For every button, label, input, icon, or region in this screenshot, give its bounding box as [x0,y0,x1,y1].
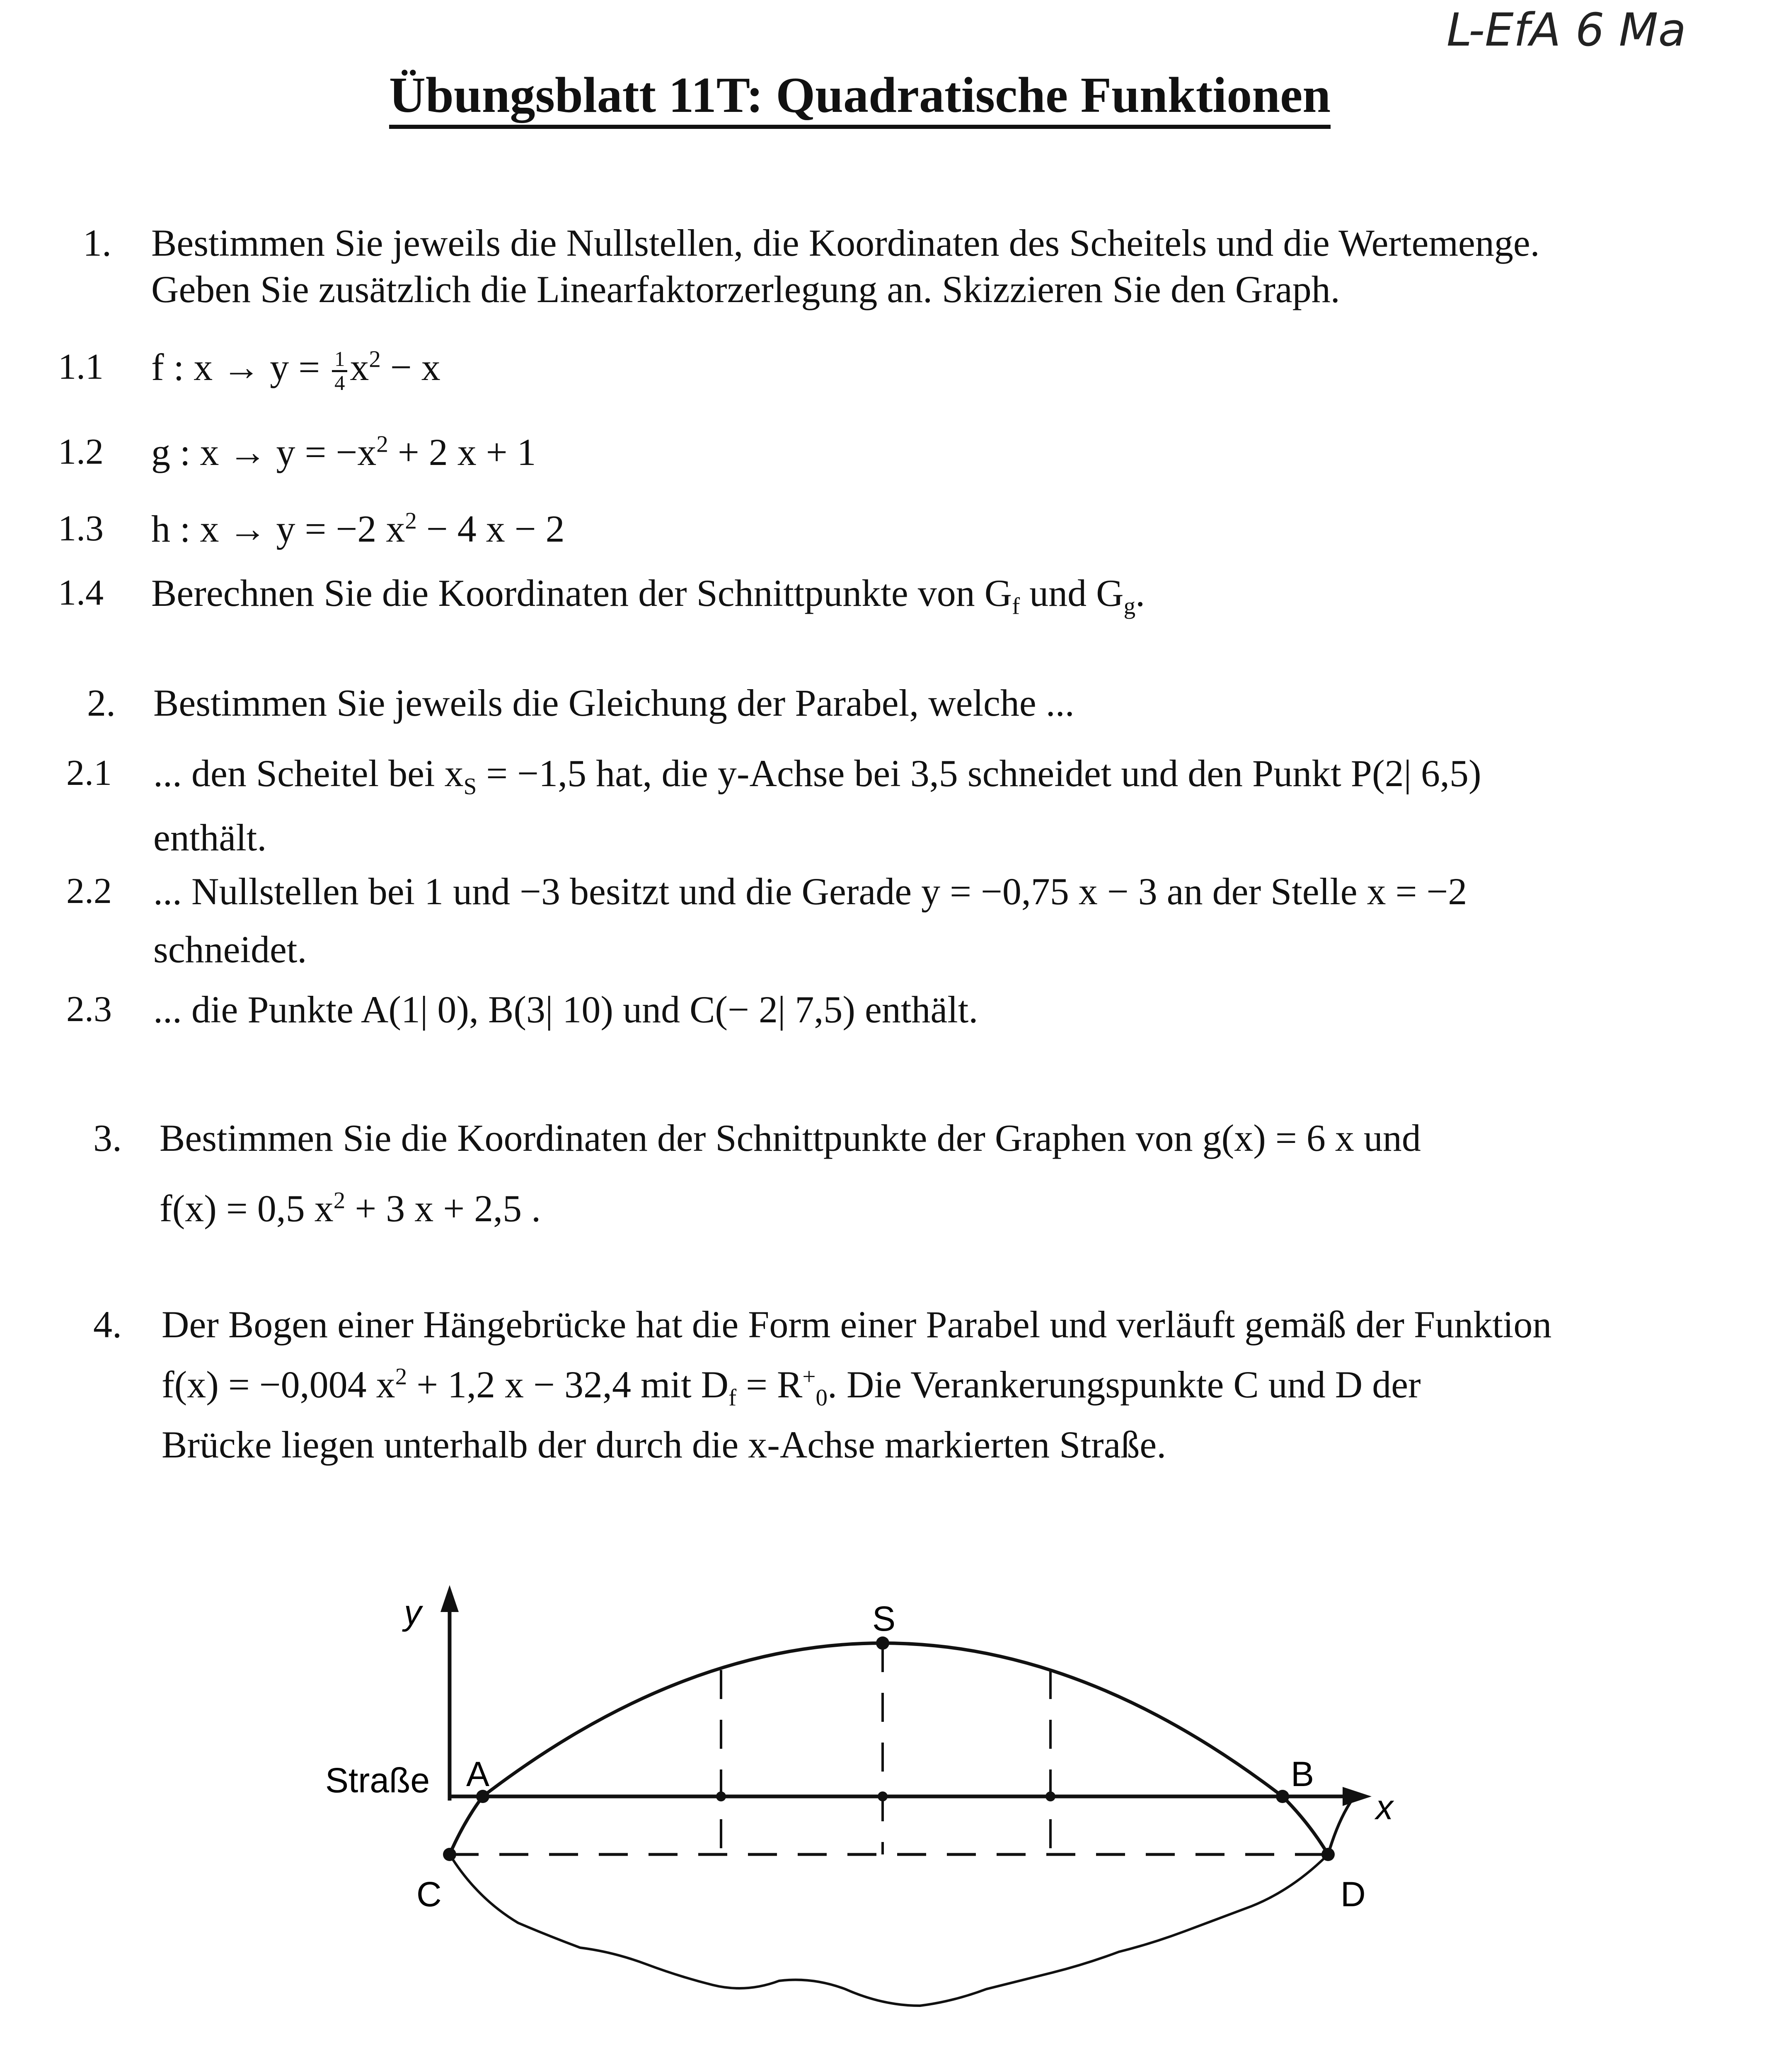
item-1-4-text: Berechnen Sie die Koordinaten der Schnittpunkte von $G_f$ und $G_g$. [151,572,1145,620]
task1-instruction-line1: Bestimmen Sie jeweils die Nullstellen, die Koordinaten des Scheitels und die Wertemenge. [151,222,1540,264]
point-b-label: B [1291,1755,1314,1794]
arch-segment-a-c [450,1796,483,1854]
task4-line2: f(x) = −0,004 $x^2 + 1,2$ x − 32,4 mit $D_f = R^+_0$. Die Verankerungspunkte C und D der [162,1363,1421,1411]
task1-instruction-line2: Geben Sie zusätzlich die Linearfaktorzerlegung an. Skizzieren Sie den Graph. [151,268,1340,310]
road-label: Straße [325,1761,430,1800]
arch-segment-b-d [1283,1796,1328,1854]
item-2-1-continuation: enthält. [153,816,267,859]
task4-line1: Der Bogen einer Hängebrücke hat die Form einer Parabel und verläuft gemäß der Funktion [162,1303,1552,1346]
support-d [1328,1798,1353,1854]
point-s-mark [876,1636,889,1650]
item-1-2-equation: g : $x \to y = -x^2 + 2$ x + 1 [151,431,536,473]
task1-number: 1. [83,222,111,264]
point-a-label: A [466,1755,490,1794]
item-1-2-number: 1.2 [58,432,104,472]
task2-number: 2. [87,682,116,724]
corner-handwritten-note: L-EfA 6 Ma [1446,3,1686,56]
item-1-4-number: 1.4 [58,573,104,613]
point-s-label: S [872,1599,896,1638]
point-d-label: D [1341,1875,1366,1914]
road-mark-right [1045,1791,1055,1801]
task2-intro: Bestimmen Sie jeweils die Gleichung der Parabel, welche ... [153,682,1074,724]
item-2-1-number: 2.1 [66,753,112,793]
x-axis-label: x [1376,1788,1393,1827]
item-1-3-equation: h : x → y = −2 $x^2 - 4$ x − 2 [151,508,565,550]
point-b-mark [1276,1790,1289,1803]
item-2-3-text: ... die Punkte A(1| 0), B(3| 10) und C(− 2| 7,5) enthält. [153,988,978,1031]
road-mark-left [716,1791,726,1801]
road-mark-middle [878,1791,888,1801]
item-2-3-number: 2.3 [66,989,112,1029]
item-2-2-number: 2.2 [66,871,112,911]
x-axis-arrow-icon [1343,1787,1372,1806]
task4-line3: Brücke liegen unterhalb der durch die x-Achse markierten Straße. [162,1423,1166,1466]
page-title: Übungsblatt 11T: Quadratische Funktionen [0,66,1720,124]
task4-number: 4. [93,1303,122,1346]
river-outline [450,1854,1328,2006]
item-1-3-number: 1.3 [58,508,104,549]
task3-number: 3. [93,1117,122,1159]
y-axis-arrow-icon [440,1585,459,1612]
item-1-1-equation: f : x → y = $\frac{1}{4}$ $x^2 - x$ [151,346,440,395]
item-2-2-continuation: schneidet. [153,928,307,971]
item-1-1-number: 1.1 [58,347,104,387]
item-2-1-text: ... den Scheitel bei $x_S = -1,5$ hat, die y-Achse bei 3,5 schneidet und den Punkt P(2| 6,5) [153,752,1481,800]
task3-line2: f(x) = 0,5 $x^2 + 3$ x + 2,5 . [160,1187,541,1230]
point-c-label: C [416,1875,442,1914]
y-axis-label: y [404,1593,421,1632]
item-2-2-text: ... Nullstellen bei 1 und −3 besitzt und die Gerade y = −0,75 x − 3 an der Stelle x = −2 [153,870,1467,913]
task3-line1: Bestimmen Sie die Koordinaten der Schnittpunkte der Graphen von g(x) = 6 x und [160,1117,1421,1159]
